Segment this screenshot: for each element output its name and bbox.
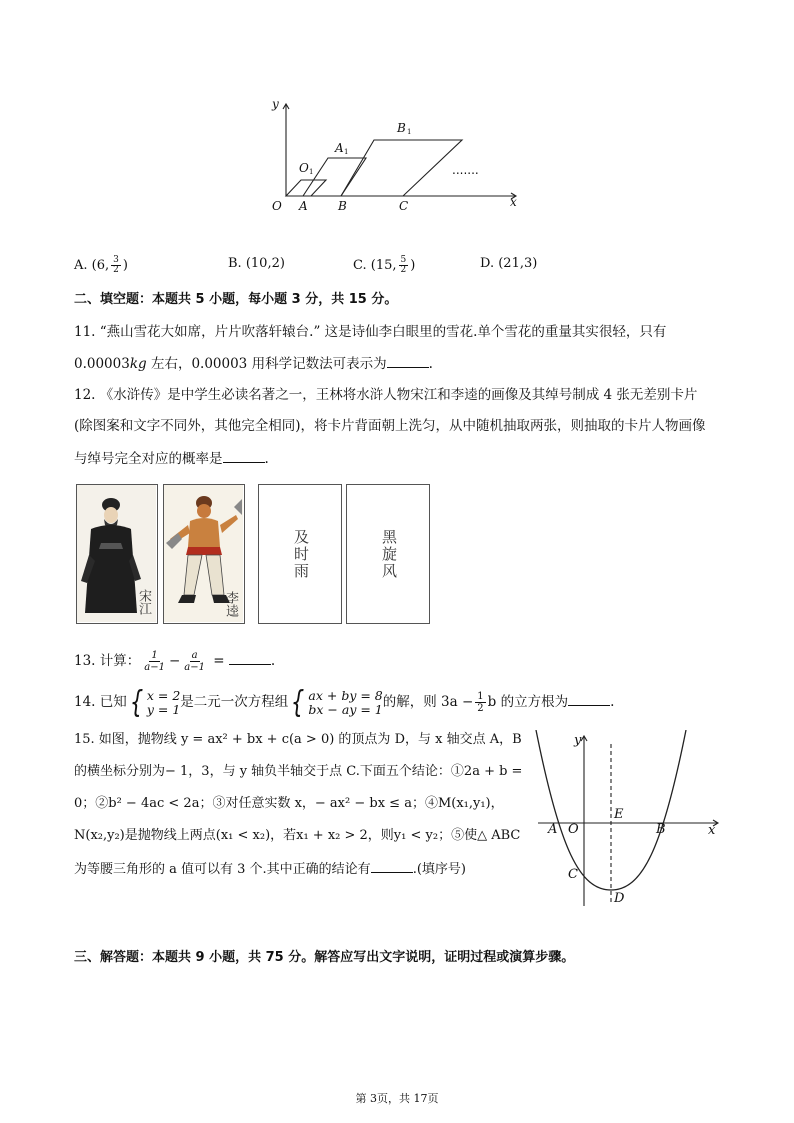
q11-line1: 11. “燕山雪花大如席，片片吹落轩辕台.” 这是诗仙李白眼里的雪花.单个雪花的重量其实很轻，只有	[74, 324, 667, 340]
q14-system2: { ax + by = 8 bx − ay = 1	[291, 684, 383, 720]
q13-minus: −	[168, 653, 181, 669]
card-hei-xuan-feng	[346, 484, 430, 624]
card-ji-shi-yu	[258, 484, 342, 624]
q12-answer-blank[interactable]	[223, 448, 265, 463]
option-a[interactable]	[74, 256, 128, 275]
fig1-label-x: x	[510, 195, 517, 209]
q14	[74, 686, 614, 718]
q13-frac2-den: a−1	[184, 662, 205, 673]
q14-system1: { x = 2 y = 1	[129, 684, 181, 720]
q14-answer-blank[interactable]	[568, 691, 610, 706]
card-li-kui	[163, 484, 245, 624]
fig1-sub-o: 1	[309, 168, 314, 176]
q13-frac1-num: 1	[151, 650, 158, 661]
option-a-den: 2	[113, 265, 119, 275]
section3-heading: 三、解答题：本题共 9 小题，共 75 分。解答应写出文字说明，证明过程或演算步骤。	[74, 950, 575, 965]
q13-end: .	[270, 653, 276, 669]
option-c-num: 5	[400, 255, 407, 265]
fig2-label-y: y	[574, 733, 582, 748]
fig2-label-a: A	[548, 822, 558, 837]
fig1-label-o: O	[272, 199, 282, 213]
q15-line3: 0；②b² − 4ac < 2a；③对任意实数 x，− ax² − bx ≤ a；④M(x₁,y₁)，	[74, 796, 504, 811]
q14-frac-num: 1	[477, 691, 484, 702]
fig1-label-y: y	[272, 97, 279, 111]
q15-line5	[74, 858, 466, 880]
fig2-label-o: O	[568, 822, 579, 837]
q11-answer-blank[interactable]	[387, 353, 429, 368]
q11-unit: kg	[129, 356, 147, 372]
q15-line1: 15. 如图，抛物线 y = ax² + bx + c(a > 0) 的顶点为 D，与 x 轴交点 A，B	[74, 732, 522, 747]
q13-frac2-num: a	[191, 650, 198, 661]
q13-eq: =	[213, 653, 225, 669]
q14-sys2-row1: ax + by = 8	[308, 687, 383, 703]
q12-end: .	[264, 451, 269, 467]
q15-tail: .(填序号)	[412, 862, 466, 877]
option-b-letter: B.	[228, 256, 242, 271]
option-c-pre: (15,	[370, 258, 397, 273]
fig2-label-c: C	[568, 867, 578, 882]
fig2-label-b: B	[656, 822, 666, 837]
q14-after2: b 的立方根为	[487, 694, 569, 710]
option-b[interactable]	[228, 256, 285, 271]
q13-prefix: 13. 计算：	[74, 653, 141, 669]
section2-heading: 二、填空题：本题共 5 小题，每小题 3 分，共 15 分。	[74, 292, 398, 307]
option-c-den: 2	[400, 265, 407, 275]
q12-line3	[74, 448, 269, 469]
q14-mid: 是二元一次方程组	[180, 694, 289, 710]
card-li-kui-name: 李逵	[223, 591, 238, 617]
fig1-ellipsis: .......	[452, 163, 479, 177]
option-c-post: )	[410, 258, 416, 273]
card-song-jiang-name: 宋江	[136, 589, 151, 615]
q13-frac1-den: a−1	[144, 662, 165, 673]
option-a-pre: (6,	[91, 258, 110, 273]
q12-text: 与绰号完全对应的概率是	[74, 451, 223, 467]
fig1-label-a: A	[299, 199, 308, 213]
card-hei-xuan-feng-text: 黑旋风	[380, 529, 398, 580]
option-d[interactable]	[480, 256, 537, 271]
q14-sys1-row2: y = 1	[146, 701, 181, 717]
figure-parallelograms	[266, 92, 530, 216]
q11-line2	[74, 353, 433, 374]
card-song-jiang	[76, 484, 158, 624]
fig1-label-b1: B	[397, 121, 406, 135]
fig2-label-x: x	[708, 823, 716, 838]
option-d-letter: D.	[480, 256, 495, 271]
fig1-label-o1: O	[299, 161, 309, 175]
option-a-letter: A.	[74, 258, 88, 273]
q14-end: .	[610, 694, 615, 710]
q15-line4: N(x₂,y₂)是抛物线上两点(x₁ < x₂)，若x₁ + x₂ > 2，则y₁ < y₂；⑤使△ ABC	[74, 828, 521, 843]
option-d-text: (21,3)	[498, 256, 538, 271]
option-c[interactable]	[353, 256, 415, 275]
q14-sys2-row2: bx − ay = 1	[308, 701, 383, 717]
fig1-label-b: B	[338, 199, 347, 213]
q11-value: 0.00003	[74, 356, 130, 372]
option-a-post: )	[122, 258, 128, 273]
q11-end: .	[428, 356, 433, 372]
q12-line1: 12. 《水浒传》是中学生必读名著之一，王林将水浒人物宋江和李逵的画像及其绰号制成 4 张无差别卡片	[74, 387, 698, 403]
fig1-label-a1: A	[335, 141, 344, 155]
q15-answer-blank[interactable]	[371, 858, 413, 873]
fig1-sub-b: 1	[407, 128, 412, 136]
fig1-sub-a: 1	[344, 148, 349, 156]
option-c-letter: C.	[353, 258, 367, 273]
option-b-text: (10,2)	[245, 256, 285, 271]
card-ji-shi-yu-text: 及时雨	[292, 529, 310, 580]
q13-answer-blank[interactable]	[229, 650, 271, 665]
fig2-label-d: D	[614, 891, 625, 906]
q15-line2: 的横坐标分别为− 1，3，与 y 轴负半轴交于点 C.下面五个结论：①2a + b =	[74, 764, 523, 779]
option-a-num: 3	[113, 255, 119, 265]
figure-parabola	[530, 730, 730, 910]
q14-frac-den: 2	[477, 703, 484, 714]
q15-line5-text: 为等腰三角形的 a 值可以有 3 个.其中正确的结论有	[74, 862, 371, 877]
q11-text: 左右，0.00003 用科学记数法可表示为	[146, 356, 387, 372]
page-footer: 第 3页，共 17页	[355, 1092, 439, 1105]
q14-after: 的解，则 3a −	[382, 694, 474, 710]
q14-sys1-row1: x = 2	[146, 687, 181, 703]
q14-prefix: 14. 已知	[74, 694, 127, 710]
fig1-label-c: C	[399, 199, 409, 213]
fig2-label-e: E	[614, 807, 624, 822]
q12-line2: (除图案和文字不同外，其他完全相同)，将卡片背面朝上洗匀，从中随机抽取两张，则抽取的卡片人物画像	[74, 418, 706, 434]
q13	[74, 648, 275, 674]
